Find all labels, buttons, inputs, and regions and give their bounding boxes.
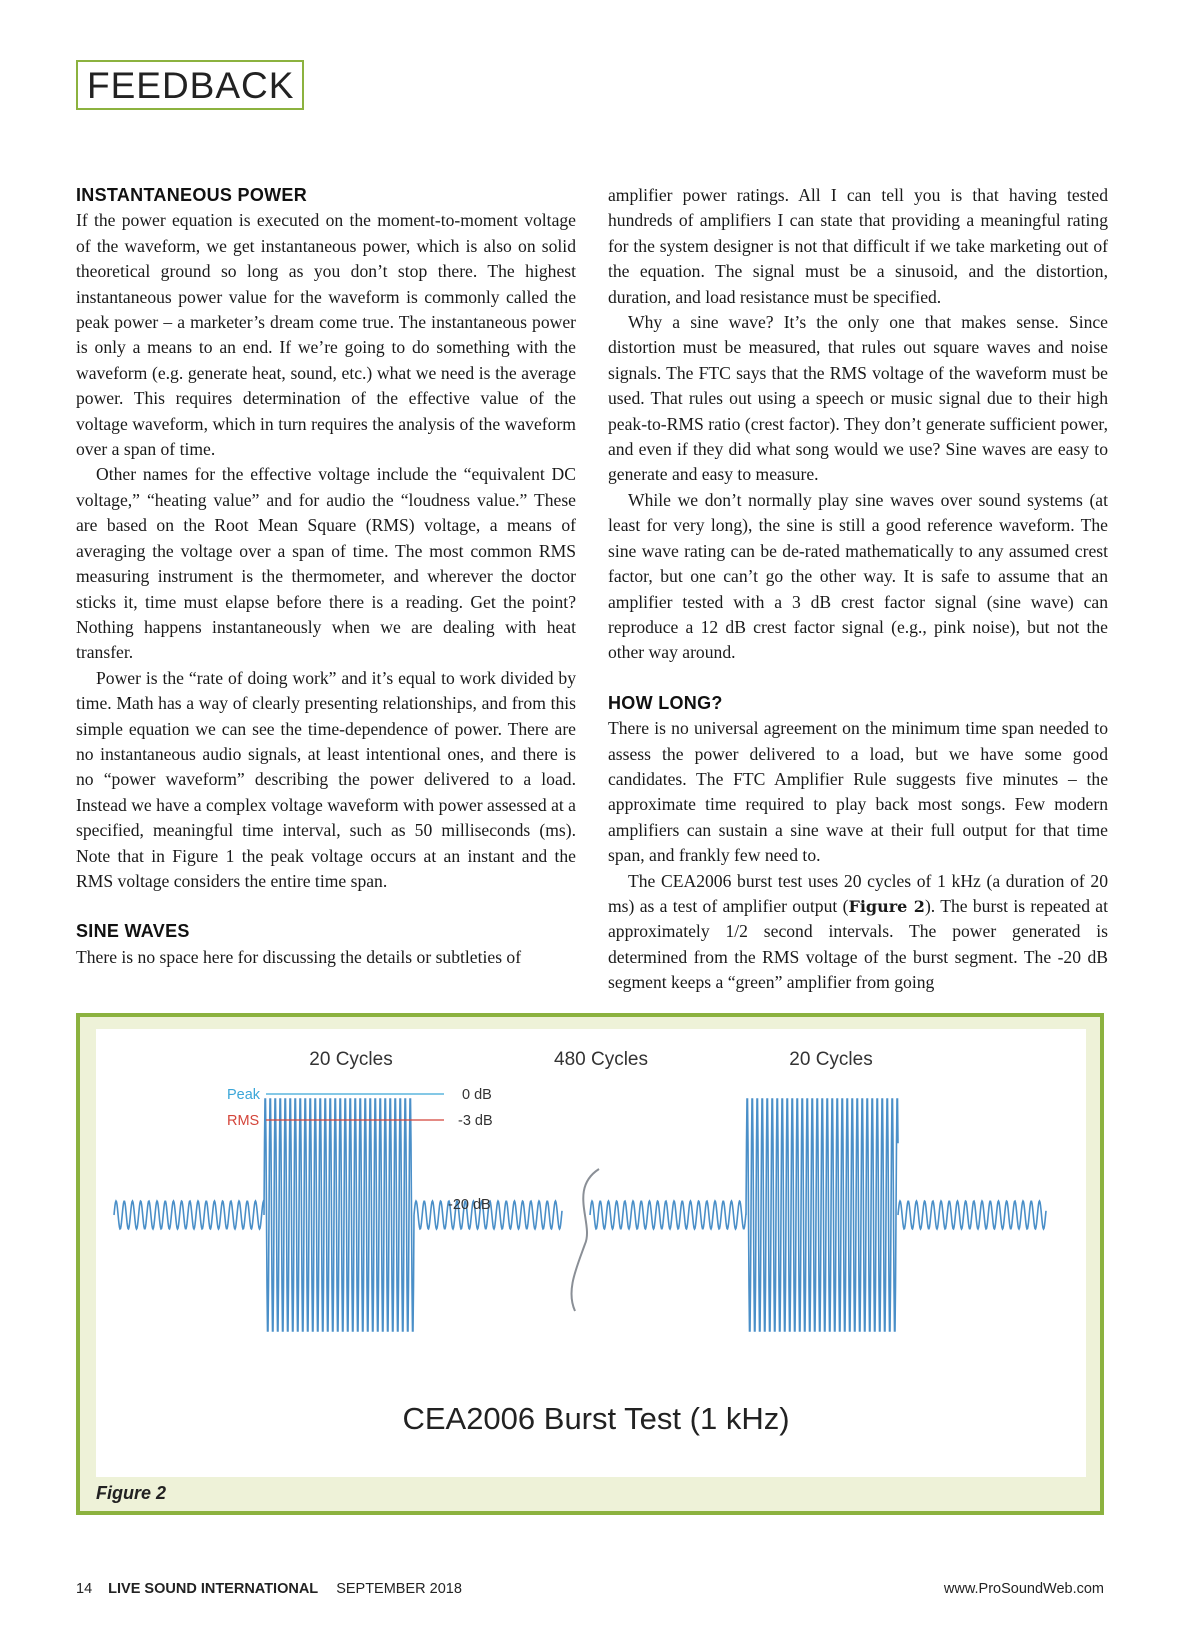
right-column — [608, 183, 1108, 996]
paragraph: amplifier power ratings. All I can tell you is that having tested hundreds of amplifiers I can state that providing a meaningful rating for the system designer is not that difficult if we take marketing out of the equation. The signal must be a sinusoid, and the distortion, duration, and load resistance must be specified. — [608, 185, 1108, 307]
paragraph: Why a sine wave? It’s the only one that makes sense. Since distortion must be measured, that rules out square waves and noise signals. The FTC says that the RMS voltage of the waveform must be used. That rules out using a speech or music signal due to their high peak-to-RMS ratio (crest factor). They don’t generate sufficient power, and even if they did what song would we use? Sine waves are easy to generate and easy to measure. — [608, 312, 1108, 485]
figure-reference: Figure 2 — [848, 896, 925, 916]
issue-date: SEPTEMBER 2018 — [336, 1581, 462, 1597]
figure-2 — [76, 1013, 1104, 1515]
paragraph — [608, 869, 1108, 996]
heading-instantaneous-power: INSTANTANEOUS POWER — [76, 185, 308, 205]
figure-image — [96, 1029, 1086, 1477]
paragraph: Power is the “rate of doing work” and it’s equal to work divided by time. Math has a way of clearly presenting relationships, and from this simple equation we can see the time-dependence of power. There are no instantaneous audio signals, at least intentional ones, and there is no “power waveform” describing the power delivered to a load. Instead we have a complex voltage waveform with power assessed at a specified, meaningful time interval, such as 50 milliseconds (ms). Note that in Figure 1 the peak voltage occurs at an instant and the RMS voltage considers the entire time span. — [76, 667, 576, 891]
heading-sine-waves: SINE WAVES — [76, 921, 190, 942]
label-20-cycles-right: 20 Cycles — [789, 1049, 873, 1070]
left-column — [76, 183, 576, 970]
db-20-label: -20 dB — [448, 1197, 491, 1213]
paragraph: There is no universal agreement on the minimum time span needed to assess the power delivered to a load, but we have some good candidates. The FTC Amplifier Rule suggests five minutes – the approximate time required to play back most songs. Few modern amplifiers can sustain a sine wave at their full output for that time span, and frankly few need to. — [608, 718, 1108, 866]
label-20-cycles-left: 20 Cycles — [309, 1049, 393, 1070]
paragraph-text: The CEA2006 burst test uses 20 cycles of 1 kHz (a duration of 20 ms) as a test of amplifier output ( — [608, 870, 1108, 916]
break-mark — [571, 1169, 599, 1311]
paragraph: While we don’t normally play sine waves over sound systems (at least for very long), the sine is still a good reference waveform. The sine wave rating can be de-rated mathematically to any assumed crest factor, but one can’t go the other way. It is safe to assume that an amplifier tested with a 3 dB crest factor signal (sine wave) can reproduce a 12 dB crest factor signal (e.g., pink noise), but not the other way around. — [608, 489, 1108, 663]
paragraph-text: ). The burst is repeated at approximately 1/2 second intervals. The power generated is determined from the RMS voltage of the burst segment. The -20 dB segment keeps a “green” amplifier from going — [608, 895, 1109, 993]
page-footer — [76, 1581, 1104, 1601]
sine-wave-path — [114, 1099, 1046, 1331]
heading-how-long: HOW LONG? — [608, 692, 723, 713]
db-3-label: -3 dB — [458, 1113, 493, 1129]
section-tag: FEEDBACK — [76, 60, 304, 110]
paragraph: Other names for the effective voltage include the “equivalent DC voltage,” “heating value” and for audio the “loudness value.” These are based on the Root Mean Square (RMS) voltage, a means of averaging the voltage over a span of time. The most common RMS measuring instrument is the thermometer, and wherever the doctor sticks it, time must elapse before there is a reading. Get the point? Nothing happens instantaneously when we are dealing with heat transfer. — [76, 464, 576, 663]
rms-label: RMS — [227, 1113, 260, 1129]
burst-test-diagram — [96, 1029, 1086, 1477]
website-url: www.ProSoundWeb.com — [943, 1581, 1104, 1597]
label-480-cycles: 480 Cycles — [554, 1049, 648, 1070]
paragraph: If the power equation is executed on the moment-to-moment voltage of the waveform, we get instantaneous power, which is also on solid theoretical ground so long as you don’t stop there. The highest instantaneous power value for the waveform is commonly called the peak power – a marketer’s dream come true. The instantaneous power is only a means to an end. If we’re going to do something with the waveform (e.g. generate heat, sound, etc.) what we need is the average power. This requires determination of the effective value of the voltage waveform, which in turn requires the analysis of the waveform over a span of time. — [76, 210, 576, 460]
figure-caption: Figure 2 — [96, 1483, 167, 1503]
paragraph: There is no space here for discussing the details or subtleties of — [76, 946, 522, 967]
magazine-name: LIVE SOUND INTERNATIONAL — [108, 1581, 319, 1597]
figure-title: CEA2006 Burst Test (1 kHz) — [402, 1401, 790, 1436]
page-number: 14 — [76, 1581, 93, 1597]
waveform — [114, 1099, 1046, 1331]
db-0-label: 0 dB — [462, 1087, 492, 1103]
peak-label: Peak — [227, 1087, 261, 1103]
